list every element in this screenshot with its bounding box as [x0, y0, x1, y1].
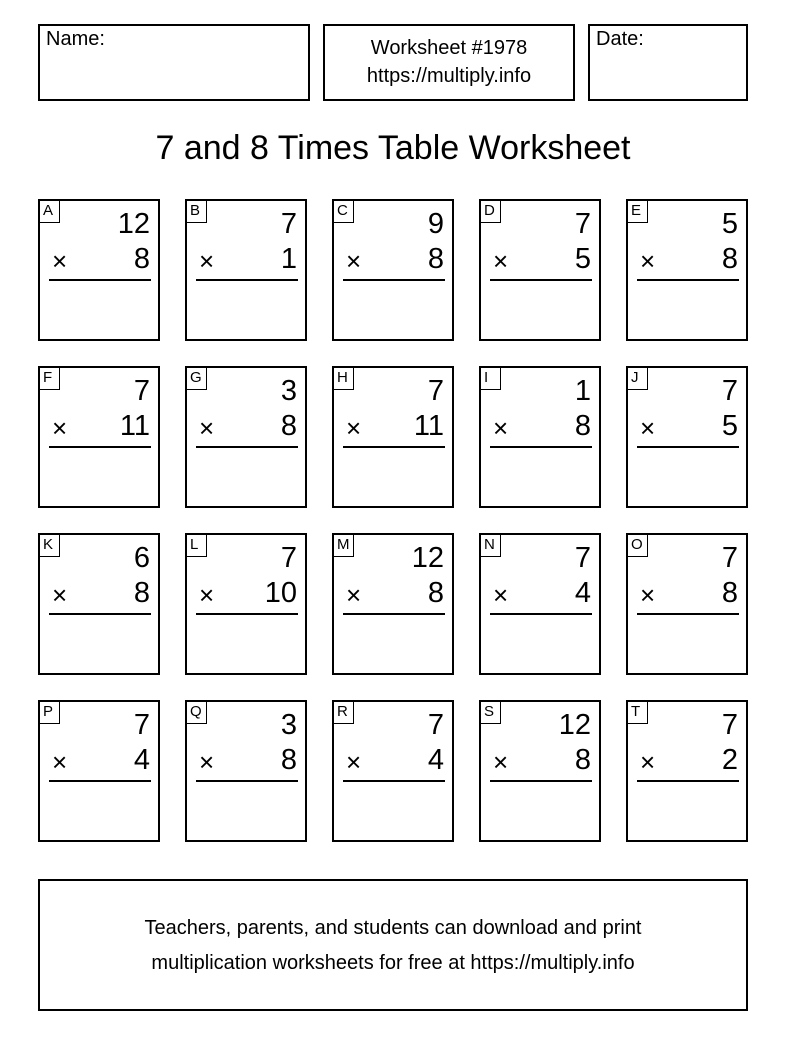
- problem-card[interactable]: [479, 199, 601, 341]
- problem-card[interactable]: [185, 533, 307, 675]
- multiplicand: 7: [574, 208, 591, 240]
- problem-letter: E: [628, 201, 648, 223]
- times-sign: ×: [640, 747, 656, 777]
- multiplicand: 5: [721, 208, 738, 240]
- multiplier: 5: [574, 243, 591, 275]
- multiplier: 4: [574, 577, 591, 609]
- worksheet-info-box: [323, 24, 575, 101]
- multiplicand: 7: [133, 709, 150, 741]
- problem-card[interactable]: [626, 533, 748, 675]
- multiplicand: 12: [117, 208, 150, 240]
- problem-letter: D: [481, 201, 501, 223]
- problem-letter: O: [628, 535, 648, 557]
- problem-letter: S: [481, 702, 501, 724]
- problem-card[interactable]: [38, 700, 160, 842]
- answer-line: [196, 780, 298, 782]
- problem-letter: A: [40, 201, 60, 223]
- answer-line: [490, 446, 592, 448]
- problem-letter: B: [187, 201, 207, 223]
- multiplicand: 7: [280, 542, 297, 574]
- multiplicand: 12: [411, 542, 444, 574]
- answer-line: [637, 780, 739, 782]
- times-sign: ×: [346, 413, 362, 443]
- date-field[interactable]: [588, 24, 748, 101]
- multiplier: 8: [574, 744, 591, 776]
- multiplier: 11: [413, 410, 444, 442]
- answer-line: [490, 613, 592, 615]
- problem-letter: H: [334, 368, 354, 390]
- times-sign: ×: [346, 747, 362, 777]
- multiplier: 11: [119, 410, 150, 442]
- times-sign: ×: [493, 246, 509, 276]
- answer-line: [49, 780, 151, 782]
- problem-card[interactable]: [626, 366, 748, 508]
- times-sign: ×: [52, 413, 68, 443]
- problem-card[interactable]: [332, 366, 454, 508]
- multiplicand: 7: [574, 542, 591, 574]
- problem-letter: F: [40, 368, 60, 390]
- worksheet-number: Worksheet #1978: [370, 37, 528, 59]
- problem-card[interactable]: [479, 700, 601, 842]
- times-sign: ×: [493, 580, 509, 610]
- multiplier: 8: [574, 410, 591, 442]
- date-label: Date:: [596, 28, 644, 50]
- times-sign: ×: [199, 246, 215, 276]
- answer-line: [343, 780, 445, 782]
- answer-line: [343, 613, 445, 615]
- answer-line: [343, 446, 445, 448]
- multiplier: 8: [280, 410, 297, 442]
- times-sign: ×: [199, 413, 215, 443]
- multiplicand: 7: [280, 208, 297, 240]
- answer-line: [196, 613, 298, 615]
- multiplicand: 1: [574, 375, 591, 407]
- footer-note: [38, 879, 748, 1011]
- problem-letter: C: [334, 201, 354, 223]
- multiplicand: 7: [133, 375, 150, 407]
- problem-card[interactable]: [626, 700, 748, 842]
- multiplicand: 3: [280, 375, 297, 407]
- problem-card[interactable]: [626, 199, 748, 341]
- multiplier: 2: [721, 744, 738, 776]
- page-title: 7 and 8 Times Table Worksheet: [155, 129, 631, 167]
- multiplicand: 7: [427, 709, 444, 741]
- times-sign: ×: [640, 413, 656, 443]
- problem-card[interactable]: [332, 700, 454, 842]
- answer-line: [196, 279, 298, 281]
- problem-card[interactable]: [38, 199, 160, 341]
- times-sign: ×: [199, 580, 215, 610]
- multiplier: 8: [721, 243, 738, 275]
- problem-letter: M: [334, 535, 354, 557]
- name-label: Name:: [46, 28, 105, 50]
- multiplier: 8: [427, 243, 444, 275]
- multiplier: 8: [427, 577, 444, 609]
- problem-letter: L: [187, 535, 207, 557]
- answer-line: [49, 279, 151, 281]
- times-sign: ×: [493, 413, 509, 443]
- multiplier: 5: [721, 410, 738, 442]
- problem-card[interactable]: [332, 199, 454, 341]
- problem-card[interactable]: [185, 199, 307, 341]
- problem-letter: P: [40, 702, 60, 724]
- multiplicand: 7: [427, 375, 444, 407]
- multiplicand: 7: [721, 542, 738, 574]
- multiplier: 4: [133, 744, 150, 776]
- footer-line-1: Teachers, parents, and students can download and print: [144, 917, 642, 939]
- answer-line: [637, 446, 739, 448]
- times-sign: ×: [52, 246, 68, 276]
- times-sign: ×: [346, 246, 362, 276]
- answer-line: [49, 446, 151, 448]
- problem-letter: I: [481, 368, 501, 390]
- multiplicand: 12: [558, 709, 591, 741]
- multiplicand: 7: [721, 709, 738, 741]
- times-sign: ×: [52, 747, 68, 777]
- problem-letter: Q: [187, 702, 207, 724]
- multiplicand: 6: [133, 542, 150, 574]
- problem-card[interactable]: [185, 366, 307, 508]
- times-sign: ×: [493, 747, 509, 777]
- multiplicand: 7: [721, 375, 738, 407]
- problem-card[interactable]: [479, 366, 601, 508]
- multiplier: 8: [280, 744, 297, 776]
- problem-card[interactable]: [479, 533, 601, 675]
- answer-line: [637, 613, 739, 615]
- problem-card[interactable]: [185, 700, 307, 842]
- problem-card[interactable]: [38, 533, 160, 675]
- times-sign: ×: [199, 747, 215, 777]
- multiplicand: 3: [280, 709, 297, 741]
- times-sign: ×: [52, 580, 68, 610]
- answer-line: [490, 780, 592, 782]
- multiplier: 8: [133, 243, 150, 275]
- problem-letter: G: [187, 368, 207, 390]
- problem-letter: N: [481, 535, 501, 557]
- worksheet-url: https://multiply.info: [366, 65, 532, 87]
- times-sign: ×: [640, 580, 656, 610]
- answer-line: [49, 613, 151, 615]
- problem-letter: J: [628, 368, 648, 390]
- answer-line: [490, 279, 592, 281]
- multiplier: 8: [721, 577, 738, 609]
- problem-letter: R: [334, 702, 354, 724]
- multiplier: 8: [133, 577, 150, 609]
- multiplier: 1: [280, 243, 297, 275]
- problem-card[interactable]: [332, 533, 454, 675]
- times-sign: ×: [640, 246, 656, 276]
- answer-line: [343, 279, 445, 281]
- times-sign: ×: [346, 580, 362, 610]
- answer-line: [196, 446, 298, 448]
- name-field[interactable]: [38, 24, 310, 101]
- multiplier: 10: [264, 577, 297, 609]
- problem-card[interactable]: [38, 366, 160, 508]
- footer-line-2: multiplication worksheets for free at https://multiply.info: [151, 952, 635, 974]
- multiplicand: 9: [427, 208, 444, 240]
- answer-line: [637, 279, 739, 281]
- multiplier: 4: [427, 744, 444, 776]
- problem-letter: T: [628, 702, 648, 724]
- problem-letter: K: [40, 535, 60, 557]
